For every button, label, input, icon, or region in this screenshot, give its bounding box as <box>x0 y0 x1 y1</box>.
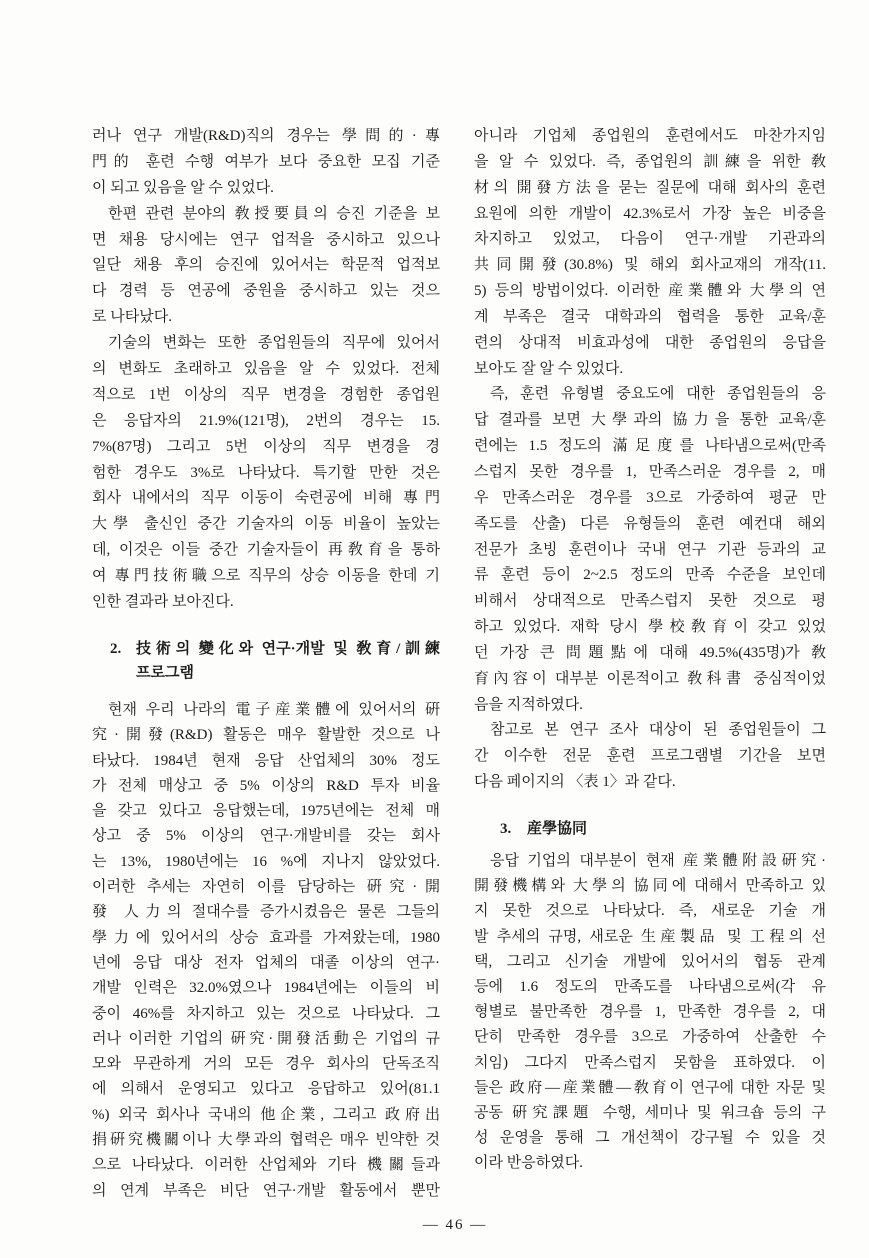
text-line: 材의 開發方法을 묻는 질문에 대해 회사의 훈련 <box>474 179 826 196</box>
text-line: 개발 인력은 32.0%였으나 1984년에는 이들의 비 <box>92 980 440 997</box>
text-line: 한편 관련 분야의 敎授要員의 승진 기준을 보 <box>108 205 440 222</box>
text-line: 험한 경우도 3%로 나타났다. 특기할 만한 것은 <box>92 464 440 481</box>
text-block <box>474 849 826 1176</box>
text-line: 들은 政府—産業體—敎育이 연구에 대한 자문 및 <box>474 1079 826 1096</box>
text-line: 가 전체 매상고 중 5% 이상의 R&D 투자 비율 <box>92 777 440 794</box>
text-line: 7%(87명) 그리고 5번 이상의 직무 변경을 경 <box>92 438 440 455</box>
text-line: 련의 상대적 비효과성에 대한 종업원의 응답을 <box>474 334 826 351</box>
paragraph <box>474 849 826 1176</box>
text-line: 즉, 훈련 유형별 중요도에 대한 종업원들의 응 <box>490 386 826 403</box>
text-line: 택, 그리고 신기술 개발에 있어서의 협동 관계 <box>474 953 826 970</box>
paragraph <box>92 698 440 1204</box>
text-line: 기술의 변화는 또한 종업원들의 직무에 있어서 <box>108 335 440 352</box>
paragraph <box>92 124 440 202</box>
text-line: 門的 훈련 수행 여부가 보다 중요한 모집 기준 <box>92 153 440 170</box>
text-line: 는 13%, 1980년에는 16 %에 지나지 않았었다. <box>92 853 440 870</box>
text-line: 계 부족은 결국 대학과의 협력을 통한 교육/훈 <box>474 308 826 325</box>
text-line: 발 추세의 규명, 새로운 生産製品 및 工程의 선 <box>474 928 826 945</box>
text-line: 일단 채용 후의 승진에 있어서는 학문적 업적보 <box>92 257 440 274</box>
text-line: %) 외국 회사나 국내의 他企業, 그리고 政府出 <box>92 1106 440 1123</box>
text-line: 다음 페이지의 〈表 1〉과 같다. <box>474 774 676 791</box>
section-title-line: 技術의 變化와 연구·개발 및 敎育/訓練 <box>136 641 440 657</box>
text-line: 捐硏究機關이나 大學과의 협력은 매우 빈약한 것 <box>92 1132 440 1149</box>
text-line: 5) 등의 방법이었다. 이러한 産業體와 大學의 연 <box>474 283 826 300</box>
text-line: 學力에 있어서의 상승 효과를 가져왔는데, 1980 <box>92 929 440 946</box>
text-line: 답 결과를 보면 大學과의 協力을 통한 교육/훈 <box>474 412 826 429</box>
text-line: 회사 내에서의 직무 이동이 숙련공에 비해 專門 <box>92 490 440 507</box>
text-line: 러나 이러한 기업의 硏究·開發活動은 기업의 규 <box>92 1030 440 1047</box>
text-line: 인한 결과라 보아진다. <box>92 594 234 611</box>
section-title <box>136 637 440 685</box>
text-line: 이러한 추세는 자연히 이를 담당하는 硏究·開 <box>92 879 440 896</box>
text-line: 등에 1.6 정도의 만족도를 나타냄으로써(각 유 <box>474 978 826 995</box>
text-line: 음을 지적하였다. <box>474 696 583 713</box>
text-line: 아니라 기업체 종업원의 훈련에서도 마찬가지임 <box>474 128 826 144</box>
text-line: 련에는 1.5 정도의 滿足度를 나타냄으로써(만족 <box>474 438 826 455</box>
text-line: 로 나타났다. <box>92 309 172 326</box>
text-line: 共同開發(30.8%) 및 해외 회사교재의 개작(11. <box>474 257 826 274</box>
paragraph <box>474 718 826 796</box>
text-line: 전문가 초빙 훈련이나 국내 연구 기관 등과의 교 <box>474 541 826 558</box>
section-title <box>527 817 787 841</box>
section-title-line: 프로그램 <box>136 665 194 681</box>
text-line: 지 못한 것으로 나타났다. 즉, 새로운 기술 개 <box>474 903 826 920</box>
paragraph <box>474 382 826 718</box>
text-line: 大學 출신인 중간 기술자의 이동 비율이 높았는 <box>92 516 440 533</box>
text-line: 모와 무관하게 거의 모든 경우 회사의 단독조직 <box>92 1056 440 1073</box>
text-line: 發 人力의 절대수를 증가시켰음은 물론 그들의 <box>92 904 440 921</box>
paragraph <box>474 124 826 382</box>
text-line: 스럽지 못한 경우를 1, 만족스러운 경우를 2, 매 <box>474 463 826 480</box>
text-line: 차지하고 있었고, 다음이 연구·개발 기관과의 <box>474 231 826 248</box>
section-number: 3. <box>500 821 512 837</box>
text-line: 다 경력 등 연공에 중원을 중시하고 있는 것으 <box>92 283 440 300</box>
text-line: 러나 연구 개발(R&D)직의 경우는 學問的·專 <box>92 128 440 144</box>
paragraph <box>92 202 440 331</box>
text-line: 중이 46%를 차지하고 있는 것으로 나타났다. 그 <box>92 1005 440 1022</box>
text-line: 우 만족스러운 경우를 3으로 가중하여 평균 만 <box>474 489 826 506</box>
text-line: 면 채용 당시에는 연구 업적을 중시하고 있으나 <box>92 231 440 248</box>
text-line: 데, 이것은 이들 중간 기술자들이 再敎育을 통하 <box>92 542 440 559</box>
text-line: 현재 우리 나라의 電子産業體에 있어서의 硏 <box>108 702 440 718</box>
text-line: 던 가장 큰 問題點에 대해 49.5%(435명)가 敎 <box>474 644 826 661</box>
text-line: 育內容이 대부분 이론적이고 敎科書 중심적이었 <box>474 670 826 687</box>
text-line: 형별로 불만족한 경우를 1, 만족한 경우를 2, 대 <box>474 1004 826 1021</box>
text-line: 상고 중 5% 이상의 연구·개발비를 갖는 회사 <box>92 828 440 845</box>
text-line: 타났다. 1984년 현재 응답 산업체의 30% 정도 <box>92 752 440 769</box>
text-line: 적으로 1번 이상의 직무 변경을 경험한 종업원 <box>92 386 440 403</box>
text-line: 비해서 상대적으로 만족스럽지 못한 것으로 평 <box>474 593 826 610</box>
text-block <box>474 124 826 796</box>
text-line: 하고 있었다. 재학 당시 學校敎育이 갖고 있었 <box>474 619 826 636</box>
left-column <box>92 0 440 1258</box>
text-block <box>92 124 440 616</box>
text-line: 참고로 본 연구 조사 대상이 된 종업원들이 그 <box>490 722 826 739</box>
text-line: 족도를 산출) 다른 유형들의 훈련 예컨대 해외 <box>474 515 826 532</box>
text-line: 간 이수한 전문 훈련 프로그램별 기간을 보면 <box>474 748 826 765</box>
text-line: 류 훈련 등이 2~2.5 정도의 만족 수준을 보인데 <box>474 567 826 584</box>
text-line: 으로 나타났다. 이러한 산업체와 기타 機關들과 <box>92 1157 440 1174</box>
section-title-line: 産學協同 <box>527 821 588 837</box>
text-line: 치임) 그다지 만족스럽지 못함을 표하였다. 이 <box>474 1054 826 1071</box>
text-line: 이라 반응하였다. <box>474 1155 583 1172</box>
text-line: 성 운영을 통해 그 개선책이 강구될 수 있을 것 <box>474 1130 826 1147</box>
text-line: 여 專門技術職으로 직무의 상승 이동을 한데 기 <box>92 568 440 585</box>
text-block <box>92 698 440 1204</box>
section-number: 2. <box>110 641 122 657</box>
text-line: 究·開發(R&D) 활동은 매우 활발한 것으로 나 <box>92 727 440 744</box>
page-number: — 46 — <box>422 1217 488 1233</box>
text-line: 단히 만족한 경우를 3으로 가중하여 산출한 수 <box>474 1029 826 1046</box>
text-line: 보아도 잘 알 수 있었다. <box>474 360 624 377</box>
text-line: 응답 기업의 대부분이 현재 産業體附設硏究· <box>490 853 826 869</box>
text-line: 공동 硏究課題 수행, 세미나 및 워크숍 등의 구 <box>474 1104 826 1121</box>
text-line: 의 변화도 초래하고 있음을 알 수 있었다. 전체 <box>92 361 440 378</box>
text-line: 은 응답자의 21.9%(121명), 2번의 경우는 15. <box>92 412 440 429</box>
paragraph <box>92 331 440 616</box>
text-line: 에 의해서 운영되고 있다고 응답하고 있어(81.1 <box>92 1081 440 1098</box>
text-line: 開發機構와 大學의 協同에 대해서 만족하고 있 <box>474 878 826 895</box>
text-line: 요원에 의한 개발이 42.3%로서 가장 높은 비중을 <box>474 205 826 222</box>
text-line: 의 연계 부족은 비단 연구·개발 활동에서 뿐만 <box>92 1182 440 1199</box>
text-line: 년에 응답 대상 전자 업체의 대졸 이상의 연구· <box>92 954 440 971</box>
text-line: 이 되고 있음을 알 수 있었다. <box>92 179 274 196</box>
right-column <box>474 0 826 1258</box>
text-line: 을 알 수 있었다. 즉, 종업원의 訓練을 위한 敎 <box>474 153 826 170</box>
text-line: 을 갖고 있다고 응답했는데, 1975년에는 전체 매 <box>92 803 440 820</box>
